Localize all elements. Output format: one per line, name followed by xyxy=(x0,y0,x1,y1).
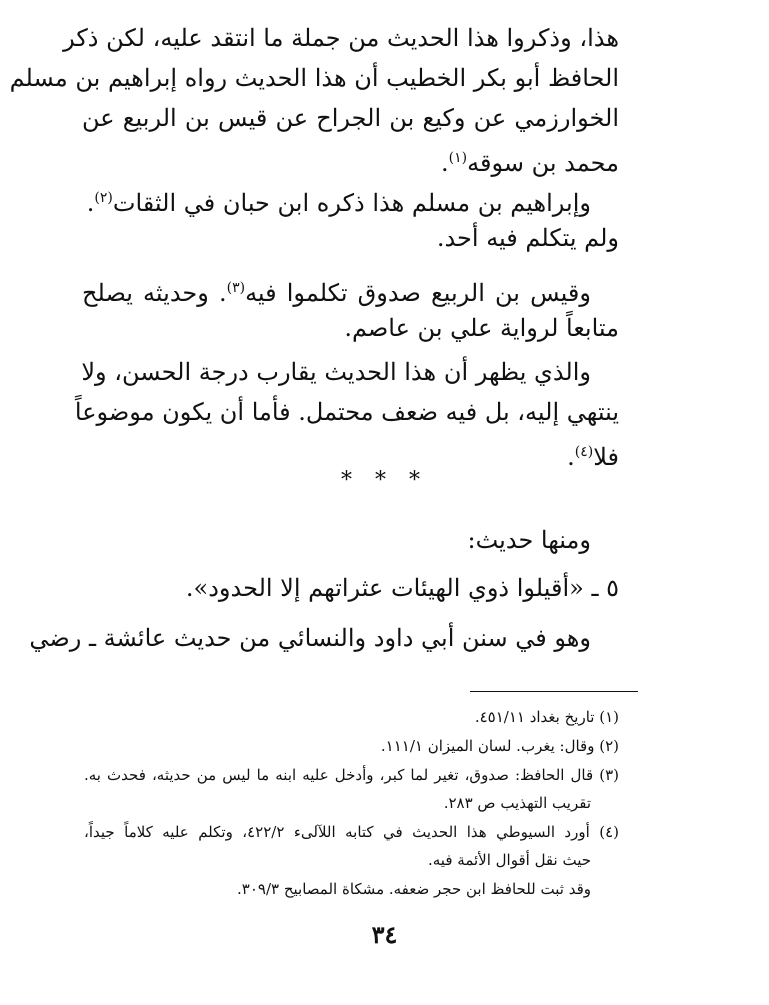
footnote-ref-1: (١) xyxy=(448,150,468,166)
footnote-3-line-1: (٣) قال الحافظ: صدوق، تغير لما كبر، وأدخل عليه ابنه ما ليس من حديثه، فحدث به. xyxy=(84,766,619,784)
p4-line-1: والذي يظهر أن هذا الحديث يقارب درجة الحسن، ولا xyxy=(81,358,591,386)
hadith-text: ٥ ـ «أقيلوا ذوي الهيئات عثراتهم إلا الحدود». xyxy=(185,574,619,602)
p3-line-1-text: وقيس بن الربيع صدوق تكلموا فيه xyxy=(245,279,591,307)
p2-line-2: ولم يتكلم فيه أحد. xyxy=(436,224,619,252)
p4-line-2: ينتهي إليه، بل فيه ضعف محتمل. فأما أن يكون موضوعاً xyxy=(74,398,619,426)
section-intro: ومنها حديث: xyxy=(467,526,591,554)
footnote-2: (٢) وقال: يغرب. لسان الميزان ١١١/١. xyxy=(380,737,619,755)
p4-line-3 xyxy=(567,432,619,472)
hadith-source-line: وهو في سنن أبي داود والنسائي من حديث عائشة ـ رضي xyxy=(29,624,591,652)
footnote-ref-2: (٢) xyxy=(94,190,113,206)
footnote-1: (١) تاريخ بغداد ٤٥١/١١. xyxy=(474,708,619,726)
footnote-ref-3: (٣) xyxy=(226,280,246,296)
p1-line-2: الحافظ أبو بكر الخطيب أن هذا الحديث رواه إبراهيم بن مسلم xyxy=(9,64,619,92)
p1-line-4-end: . xyxy=(441,149,449,177)
section-separator: * * * xyxy=(341,468,428,493)
p2-line-1-end: . xyxy=(86,189,95,217)
p4-line-3-text: فلا xyxy=(593,443,619,471)
p1-line-3: الخوارزمي عن وكيع بن الجراح عن قيس بن الربيع عن xyxy=(82,104,619,132)
p3-line-1 xyxy=(82,268,591,308)
footnote-3-line-2: تقريب التهذيب ص ٢٨٣. xyxy=(443,794,591,812)
p2-line-1-text: وإبراهيم بن مسلم هذا ذكره ابن حبان في الثقات xyxy=(112,189,591,217)
footnote-divider xyxy=(470,691,638,692)
footnote-4-line-3: وقد ثبت للحافظ ابن حجر ضعفه. مشكاة المصابيح ٣٠٩/٣. xyxy=(237,880,591,898)
p2-line-1 xyxy=(87,178,591,218)
p3-line-2: متابعاً لرواية علي بن عاصم. xyxy=(344,314,619,342)
p1-line-4 xyxy=(441,138,619,178)
footnote-4-line-2: حيث نقل أقوال الأئمة فيه. xyxy=(428,851,591,869)
page-number: ٣٤ xyxy=(371,920,398,949)
p1-line-1: هذا، وذكروا هذا الحديث من جملة ما انتقد عليه، لكن ذكر xyxy=(63,24,619,52)
footnote-ref-4: (٤) xyxy=(574,444,594,460)
p4-line-3-end: . xyxy=(567,443,575,471)
footnote-4-line-1: (٤) أورد السيوطي هذا الحديث في كتابه اللآلىء ٤٢٢/٢، وتكلم عليه كلاماً جيداً، xyxy=(84,823,619,841)
p1-line-4-text: محمد بن سوقه xyxy=(467,149,619,177)
p3-line-1-end: . وحديثه يصلح xyxy=(82,279,227,307)
